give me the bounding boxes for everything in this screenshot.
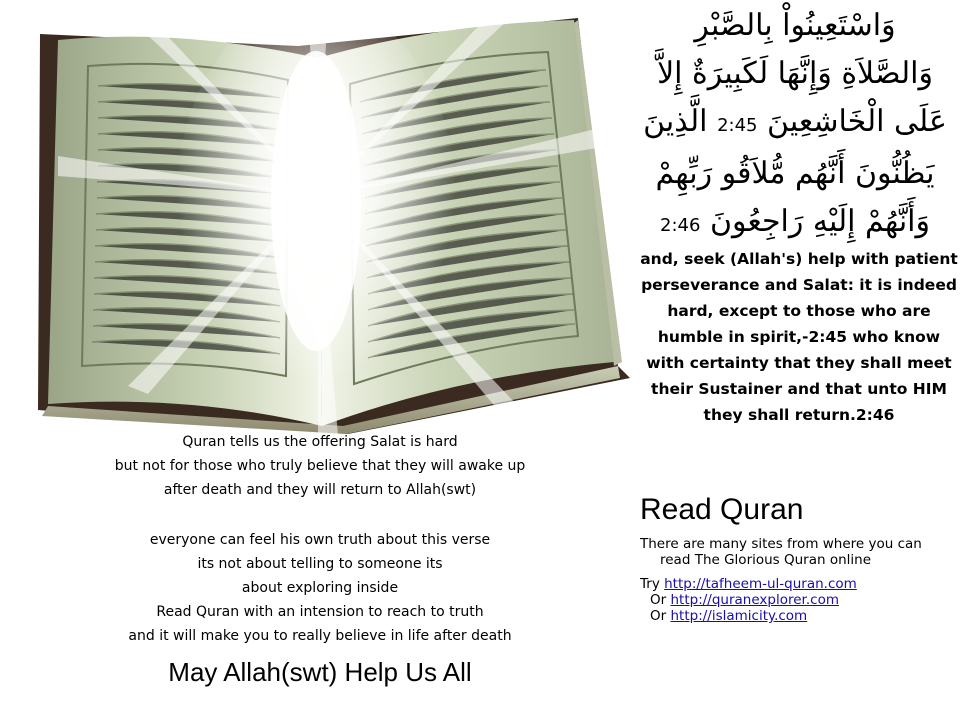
link-tafheem[interactable]: http://tafheem-ul-quran.com [664,576,857,592]
arabic-line-3a: عَلَى الْخَاشِعِينَ [767,104,947,139]
arabic-line-1: وَاسْتَعِينُواْ بِالصَّبْرِ [694,8,896,43]
commentary-line-5: its not about telling to someone its [197,556,443,572]
or-line-2 [640,608,950,624]
or-label-1: Or [650,592,667,608]
commentary-line-7: Read Quran with an intension to reach to truth [156,604,484,620]
commentary-line-2: but not for those who truly believe that they will awake up [114,458,526,474]
read-quran-title: Read Quran [640,493,804,526]
arabic-line-3 [632,98,958,150]
read-quran-section [640,536,950,624]
arabic-line-3b: الَّذِينَ [643,104,708,139]
try-label: Try [640,576,660,592]
or-line-1 [640,592,950,608]
commentary-line-3: after death and they will return to Allah(swt) [163,482,477,498]
arabic-line-5 [632,198,958,250]
commentary [40,430,600,694]
verse-ref-45: 2:45 [717,115,758,136]
arabic-line-2: وَالصَّلاَةِ وَإِنَّهَا لَكَبِيرَةٌ إِلاَّ [657,56,933,91]
arabic-line-5-text: وَأَنَّهُمْ إِلَيْهِ رَاجِعُونَ [709,204,930,239]
or-label-2: Or [650,608,667,624]
closing-prayer: May Allah(swt) Help Us All [168,657,472,687]
arabic-line-4: يَظُنُّونَ أَنَّهُم مُّلاَقُو رَبِّهِمْ [655,156,935,191]
arabic-verse [632,2,958,250]
read-quran-intro: There are many sites from where you can read The Glorious Quran online [640,536,922,568]
commentary-line-1: Quran tells us the offering Salat is hard [182,434,458,450]
link-islamicity[interactable]: http://islamicity.com [670,608,808,624]
verse-translation: and, seek (Allah's) help with patient perseverance and Salat: it is indeed hard, except to those who are humble in spirit,-2:45 who know with certainty that they shall meet their Sustainer and that unto HIM they shall return.2:46 [640,250,958,424]
try-line [640,576,950,592]
quran-book-image [18,6,630,436]
verse-ref-46: 2:46 [660,215,701,236]
commentary-line-4: everyone can feel his own truth about this verse [149,532,491,548]
commentary-line-8: and it will make you to really believe in life after death [128,628,512,644]
spacer [40,502,600,528]
commentary-line-6: about exploring inside [241,580,399,596]
link-quranexplorer[interactable]: http://quranexplorer.com [670,592,839,608]
